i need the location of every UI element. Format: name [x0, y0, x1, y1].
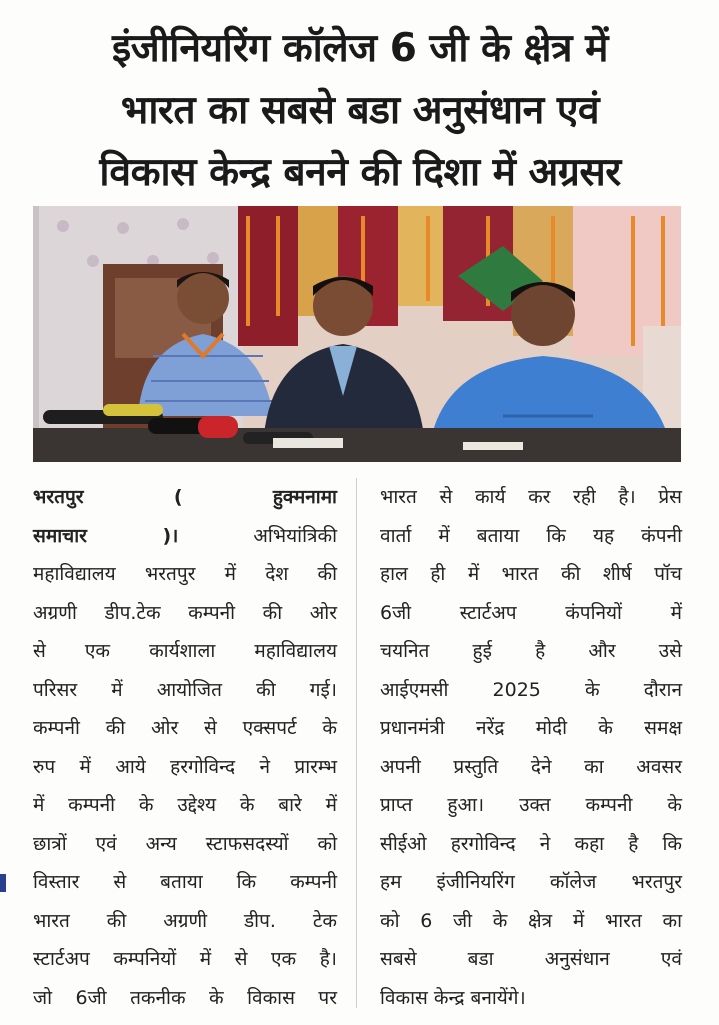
body-line: चयनित हुई है और उसे [380, 640, 682, 662]
body-line: भारत से कार्य कर रही है। प्रेस [380, 486, 682, 508]
article-column-left [33, 478, 337, 1017]
headline-line-2: भारत का सबसे बडा अनुसंधान एवं [120, 88, 600, 133]
body-line: सीईओ हरगोविन्द ने कहा है कि [380, 832, 682, 855]
body-text: अभियांत्रिकी [253, 524, 338, 547]
body-line: 6जी स्टार्टअप कंपनियों में [380, 601, 682, 624]
body-line: में कम्पनी के उद्देश्य के बारे में [33, 794, 337, 816]
body-line: विकास केन्द्र बनायेंगे। [380, 986, 526, 1009]
margin-marker [0, 874, 6, 892]
body-line: आईएमसी 2025 के दौरान [380, 678, 682, 701]
body-line: जो 6जी तकनीक के विकास पर [33, 986, 337, 1009]
body-line: स्टार्टअप कम्पनियों में से एक है। [33, 948, 337, 970]
article-column-right [380, 478, 682, 1017]
body-line: अपनी प्रस्तुति देने का अवसर [380, 755, 682, 778]
body-line: प्रधानमंत्री नरेंद्र मोदी के समक्ष [380, 717, 682, 739]
body-line: अग्रणी डीप.टेक कम्पनी की ओर [33, 601, 337, 624]
dateline-source-end: समाचार )। [33, 524, 179, 547]
body-line: प्राप्त हुआ। उक्त कम्पनी के [380, 794, 682, 816]
body-line: रुप में आये हरगोविन्द ने प्रारम्भ [33, 755, 337, 778]
body-line: हम इंजीनियरिंग कॉलेज भरतपुर [380, 871, 682, 893]
cut-off-top-text [30, 0, 210, 8]
dateline [33, 478, 337, 517]
body-line: से एक कार्यशाला महाविद्यालय [33, 640, 337, 662]
body-line: महाविद्यालय भरतपुर में देश की [33, 563, 337, 585]
headline-line-1: इंजीनियरिंग कॉलेज 6 जी के क्षेत्र में [112, 26, 608, 71]
body-line: छात्रों एवं अन्य स्टाफसदस्यों को [33, 832, 337, 855]
press-conference-photo [33, 206, 681, 462]
body-line: वार्ता में बताया कि यह कंपनी [380, 524, 682, 547]
headline [20, 18, 700, 204]
body-line: कम्पनी की ओर से एक्सपर्ट के [33, 717, 337, 739]
body-line: परिसर में आयोजित की गई। [33, 678, 337, 701]
dateline-place: भरतपुर [33, 486, 84, 508]
body-line: विस्तार से बताया कि कम्पनी [33, 871, 337, 893]
body-line: सबसे बडा अनुसंधान एवं [380, 948, 682, 970]
body-line: को 6 जी के क्षेत्र में भारत का [380, 909, 682, 932]
column-divider [356, 478, 357, 1008]
body-line: भारत की अग्रणी डीप. टेक [33, 909, 337, 932]
headline-line-3: विकास केन्द्र बनने की दिशा में अग्रसर [99, 150, 621, 195]
body-line [33, 517, 337, 556]
dateline-source-start: ( हुक्मनामा [173, 486, 337, 508]
body-line: हाल ही में भारत की शीर्ष पॉच [380, 563, 682, 585]
